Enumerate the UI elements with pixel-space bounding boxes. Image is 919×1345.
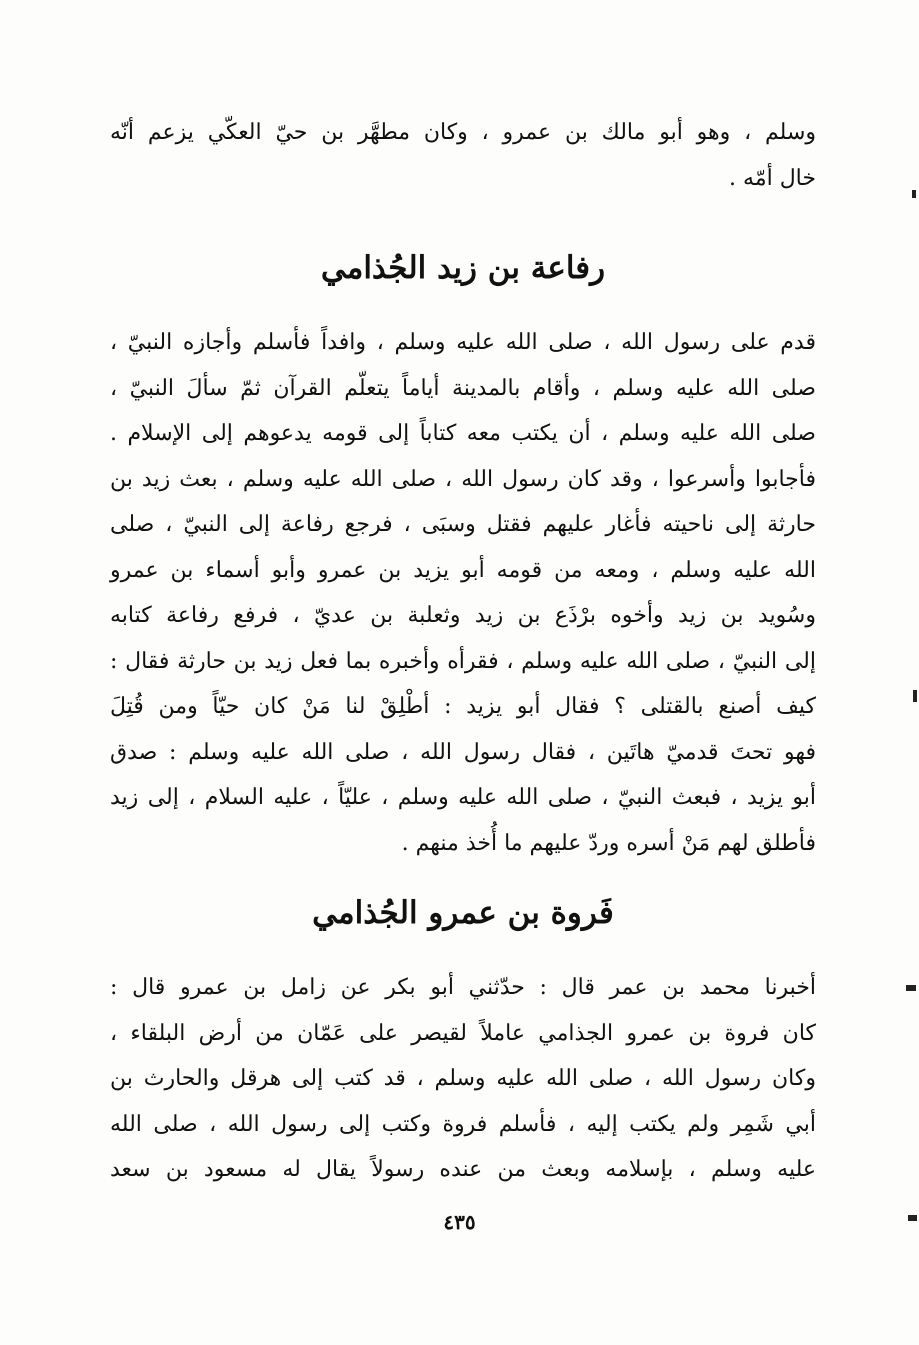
page-number: ٤٣٥ bbox=[443, 1210, 476, 1234]
text-line: فأطلق لهم مَنْ أسره وردّ عليهم ما أُخذ منهم . bbox=[401, 830, 816, 856]
text-line: فأجابوا وأسرعوا ، وقد كان رسول الله ، صلى الله عليه وسلم ، بعث زيد بن bbox=[110, 466, 816, 492]
scan-speck bbox=[908, 1215, 917, 1221]
text-line: خال أمّه . bbox=[729, 165, 816, 191]
section-heading-rifaa: رفاعة بن زيد الجُذامي bbox=[320, 250, 606, 286]
scan-speck bbox=[913, 690, 917, 702]
text-line: صلى الله عليه وسلم ، وأقام بالمدينة أياماً يتعلّم القرآن ثمّ سألَ النبيّ ، bbox=[110, 375, 816, 401]
text-line: عليه وسلم ، بإسلامه وبعث من عنده رسولاً يقال له مسعود بن سعد bbox=[110, 1157, 816, 1182]
text-line: فهو تحتَ قدميّ هاتَين ، فقال رسول الله ، صلى الله عليه وسلم : صدق bbox=[110, 739, 816, 765]
text-line: قدم على رسول الله ، صلى الله عليه وسلم ، وافداً فأسلم وأجازه النبيّ ، bbox=[110, 330, 816, 355]
text-line: أبي شَمِر ولم يكتب إليه ، فأسلم فروة وكتب إلى رسول الله ، صلى الله bbox=[110, 1111, 816, 1137]
top-paragraph bbox=[110, 110, 816, 201]
section-paragraph-farwa bbox=[110, 965, 816, 1193]
text-line: إلى النبيّ ، صلى الله عليه وسلم ، فقرأه وأخبره بما فعل زيد بن حارثة فقال : bbox=[110, 648, 816, 674]
section-paragraph-rifaa bbox=[110, 320, 816, 866]
text-line: كيف أصنع بالقتلى ؟ فقال أبو يزيد : أطْلِقْ لنا مَنْ كان حيّاً ومن قُتِلَ bbox=[110, 694, 816, 719]
text-line: أخبرنا محمد بن عمر قال : حدّثني أبو بكر عن زامل بن عمرو قال : bbox=[110, 975, 816, 1000]
scan-speck bbox=[912, 190, 916, 198]
text-line: وسُويد بن زيد وأخوه برْذَع بن زيد وثعلبة بن عديّ ، فرفع رفاعة كتابه bbox=[110, 603, 816, 628]
section-heading-farwa: فَروة بن عمرو الجُذامي bbox=[312, 895, 614, 931]
scan-speck bbox=[906, 985, 916, 991]
text-line: الله عليه وسلم ، ومعه من قومه أبو يزيد بن عمرو وأبو أسماء بن عمرو bbox=[110, 557, 816, 583]
text-line: كان فروة بن عمرو الجذامي عاملاً لقيصر على عَمّان من أرض البلقاء ، bbox=[110, 1020, 816, 1046]
text-line: وكان رسول الله ، صلى الله عليه وسلم ، قد كتب إلى هرقل والحارث بن bbox=[110, 1066, 816, 1091]
text-line: وسلم ، وهو أبو مالك بن عمرو ، وكان مطهَّر بن حيّ العكّي يزعم أنّه bbox=[110, 120, 816, 145]
text-line: أبو يزيد ، فبعث النبيّ ، صلى الله عليه وسلم ، عليّاً ، عليه السلام ، إلى زيد bbox=[110, 785, 816, 810]
text-line: صلى الله عليه وسلم ، أن يكتب معه كتاباً إلى قومه يدعوهم إلى الإسلام . bbox=[110, 421, 816, 446]
text-line: حارثة إلى ناحيته فأغار عليهم فقتل وسبَى ، فرجع رفاعة إلى النبيّ ، صلى bbox=[110, 512, 816, 537]
